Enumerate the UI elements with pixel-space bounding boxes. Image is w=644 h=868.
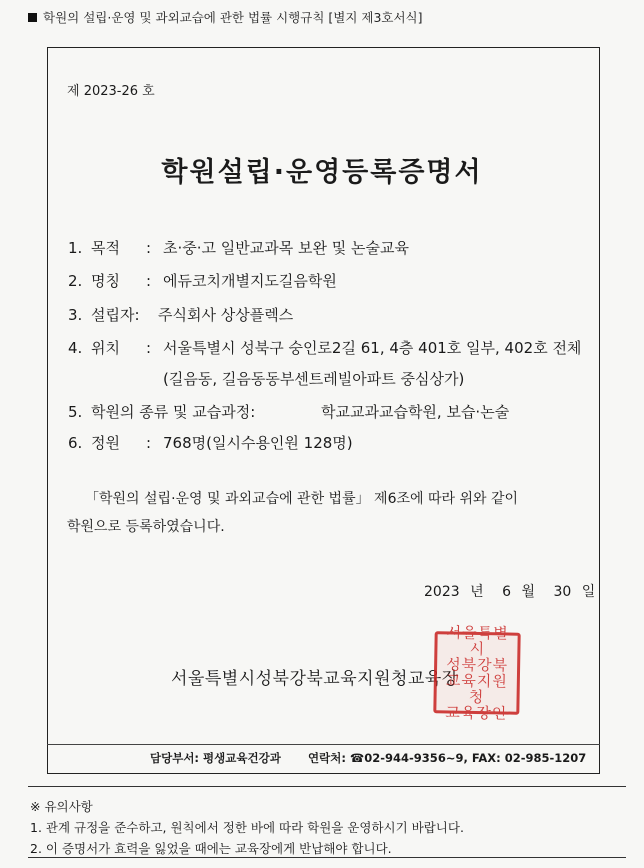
- certificate-title: 학원설립·운영등록증명서: [161, 157, 483, 188]
- item-label: 명칭: [91, 272, 120, 290]
- date-year-unit: 년: [470, 584, 484, 600]
- item-number: 1.: [68, 239, 83, 257]
- item-colon: :: [146, 272, 152, 290]
- official-seal: [433, 623, 520, 723]
- item-colon: :: [146, 434, 152, 452]
- item-value: 768명(일시수용인원 128명): [163, 434, 353, 452]
- certificate-statement: [67, 485, 587, 541]
- item-value-line2: (길음동, 길음동동부센트레빌아파트 중심상가): [163, 370, 465, 388]
- notes-section: [30, 796, 464, 859]
- seal-text-4: 교육장인: [445, 703, 508, 723]
- date-year: 2023: [424, 584, 460, 600]
- notes-heading: ※ 유의사항: [30, 799, 93, 814]
- date-day-unit: 일: [581, 584, 596, 600]
- date-month: 6: [502, 584, 511, 600]
- form-reference-header: [28, 8, 423, 26]
- item-label: 설립자:: [91, 306, 140, 324]
- statement-line-1: 「학원의 설립·운영 및 과외교습에 관한 법률」 제6조에 따라 위와 같이: [85, 491, 519, 507]
- item-number: 5.: [68, 403, 83, 421]
- item-value: 주식회사 상상플렉스: [158, 306, 294, 324]
- certificate-number: 제 2023-26 호: [67, 84, 155, 99]
- item-number: 3.: [68, 306, 83, 324]
- statement-line-2: 학원으로 등록하였습니다.: [67, 519, 225, 535]
- item-colon: :: [146, 339, 152, 357]
- item-label: 위치: [91, 339, 120, 357]
- contact-info: 연락처: ☎02-944-9356~9, FAX: 02-985-1207: [308, 751, 587, 765]
- contact-footer: [47, 744, 600, 772]
- note-line-2: 2. 이 증명서가 효력을 잃었을 때에는 교육장에게 반납해야 합니다.: [30, 841, 392, 856]
- item-label: 정원: [91, 434, 120, 452]
- item-label: 목적: [91, 239, 120, 257]
- date-month-unit: 월: [521, 584, 535, 600]
- form-reference-text: 학원의 설립·운영 및 과외교습에 관한 법률 시행규칙 [별지 제3호서식]: [43, 10, 423, 25]
- notes-top-divider: [28, 786, 626, 787]
- department: 담당부서: 평생교육건강과: [150, 751, 281, 765]
- item-number: 6.: [68, 434, 83, 452]
- item-value: 초·중·고 일반교과목 보완 및 논술교육: [163, 239, 409, 257]
- item-value: 에듀코치개별지도길음학원: [163, 272, 337, 290]
- issue-date: [424, 581, 595, 601]
- item-number: 2.: [68, 272, 83, 290]
- seal-text-3: 교육지원청: [445, 671, 508, 707]
- item-number: 4.: [68, 339, 83, 357]
- date-day: 30: [553, 584, 572, 600]
- seal-text-1: 서울특별시: [446, 623, 509, 659]
- seal-text-2: 성북강북: [446, 655, 509, 675]
- black-square-icon: [28, 13, 37, 22]
- issuer-name: 서울특별시성북강북교육지원청교육장: [171, 669, 459, 689]
- item-value: 학교교과교습학원, 보습·논술: [321, 403, 510, 421]
- item-colon: :: [146, 239, 152, 257]
- item-value: 서울특별시 성북구 숭인로2길 61, 4층 401호 일부, 402호 전체: [163, 339, 582, 357]
- note-line-1: 1. 관계 규정을 준수하고, 원칙에서 정한 바에 따라 학원을 운영하시기 바랍니다.: [30, 820, 464, 835]
- item-label: 학원의 종류 및 교습과정:: [91, 403, 256, 421]
